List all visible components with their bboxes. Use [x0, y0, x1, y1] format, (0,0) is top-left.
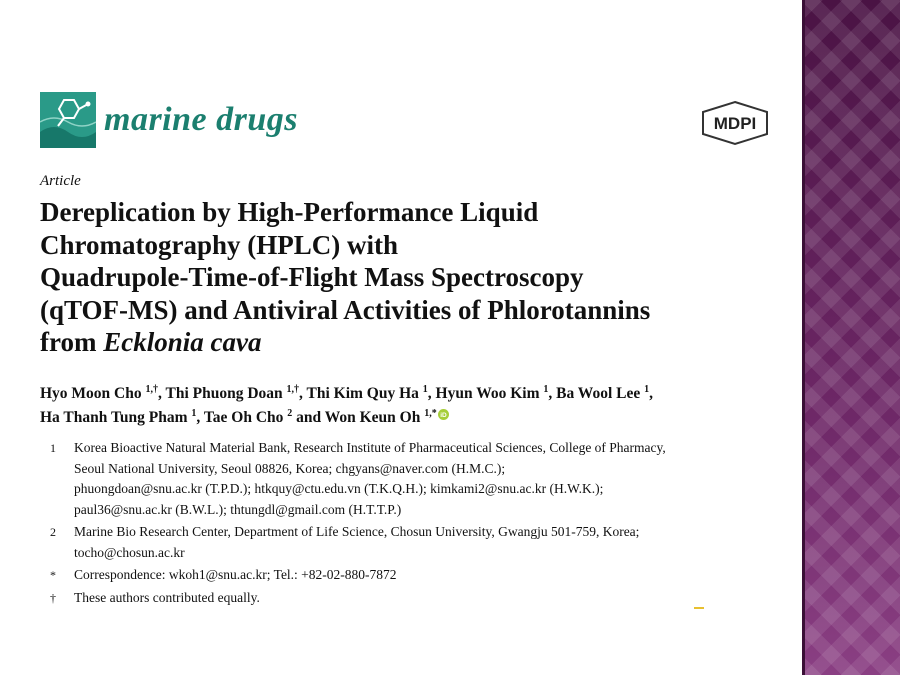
- affiliation-line: Korea Bioactive Natural Material Bank, Research Institute of Pharmaceutical Sciences, College of Pharmacy,: [74, 440, 666, 455]
- author-name: Hyun Woo Kim: [435, 385, 540, 402]
- affiliation-mark: 2: [50, 525, 56, 539]
- author-affiliation-sup: 2: [287, 407, 293, 419]
- author-name: Thi Kim Quy Ha: [306, 385, 419, 402]
- affiliation-mark: 1: [50, 441, 56, 455]
- marine-drugs-molecule-icon: [40, 92, 96, 148]
- affiliation-line: paul36@snu.ac.kr (B.W.L.); thtungdl@gmail.com (H.T.T.P.): [74, 501, 402, 517]
- title-line: Chromatography (HPLC) with: [40, 229, 399, 260]
- author-affiliation-sup: 1: [644, 383, 650, 395]
- svg-text:iD: iD: [439, 412, 447, 420]
- author-list: [40, 382, 800, 430]
- equal-contribution-line: These authors contributed equally.: [74, 589, 260, 605]
- author-line: [40, 406, 800, 430]
- author-name: Ba Wool Lee: [556, 385, 641, 402]
- affiliation-line: phuongdoan@snu.ac.kr (T.P.D.); htkquy@ctu.edu.vn (T.K.Q.H.); kimkami2@snu.ac.kr (H.W.K.);: [74, 481, 604, 496]
- author-separator: ,: [427, 385, 436, 402]
- title-fragment: from: [40, 327, 104, 357]
- author-name: Won Keun Oh: [324, 409, 421, 426]
- article-type: Article: [40, 173, 81, 189]
- author-line: [40, 382, 800, 406]
- orcid-icon[interactable]: [438, 409, 449, 420]
- author-separator: and: [292, 409, 325, 426]
- correspondence-line: Correspondence: wkoh1@snu.ac.kr; Tel.: +82-02-880-7872: [74, 567, 397, 582]
- affiliation-2: [40, 522, 800, 563]
- species-name: Ecklonia cava: [103, 327, 262, 357]
- author-affiliation-sup: 1,*: [424, 407, 437, 419]
- publisher-name: MDPI: [713, 114, 757, 133]
- author-affiliation-sup: 1,†: [145, 383, 158, 395]
- title-line: Dereplication by High-Performance Liquid: [40, 197, 539, 227]
- affiliations: [40, 438, 800, 608]
- affiliation-line: tocho@chosun.ac.kr: [74, 544, 185, 560]
- journal-name: marine drugs: [104, 101, 298, 138]
- author-affiliation-sup: 1: [191, 407, 197, 419]
- author-affiliation-sup: 1: [543, 383, 549, 395]
- author-separator: ,: [548, 385, 557, 402]
- mdpi-logo-icon: [700, 100, 770, 146]
- author-name: Thi Phuong Doan: [165, 385, 283, 402]
- decorative-sidebar: [802, 0, 900, 675]
- title-line: (qTOF-MS) and Antiviral Activities of Phlorotannins: [40, 294, 651, 325]
- author-name: Tae Oh Cho: [203, 409, 284, 426]
- journal-logo: [40, 92, 298, 148]
- author-separator: ,: [158, 385, 166, 402]
- correspondence: [40, 565, 800, 586]
- author-separator: ,: [649, 385, 653, 402]
- affiliation-line: Marine Bio Research Center, Department of Life Science, Chosun University, Gwangju 501-759, Korea;: [74, 524, 640, 539]
- decorative-dash: [694, 607, 704, 609]
- author-name: Hyo Moon Cho: [40, 385, 142, 402]
- title-line: [40, 326, 780, 359]
- affiliation-line: Seoul National University, Seoul 08826, Korea; chgyans@naver.com (H.M.C.);: [74, 460, 506, 476]
- affiliation-1: [40, 438, 800, 520]
- author-affiliation-sup: 1,†: [286, 383, 300, 395]
- affiliation-mark: *: [50, 568, 56, 582]
- author-affiliation-sup: 1: [422, 383, 428, 395]
- sidebar-edge: [802, 0, 805, 675]
- author-separator: ,: [196, 409, 204, 426]
- author-name: Ha Thanh Tung Pham: [40, 409, 188, 426]
- title-line: Quadrupole-Time-of-Flight Mass Spectroscopy: [40, 262, 584, 292]
- author-separator: ,: [299, 385, 307, 402]
- paper-title: [40, 196, 780, 359]
- affiliation-mark: †: [50, 590, 56, 605]
- equal-contribution-note: [40, 588, 800, 609]
